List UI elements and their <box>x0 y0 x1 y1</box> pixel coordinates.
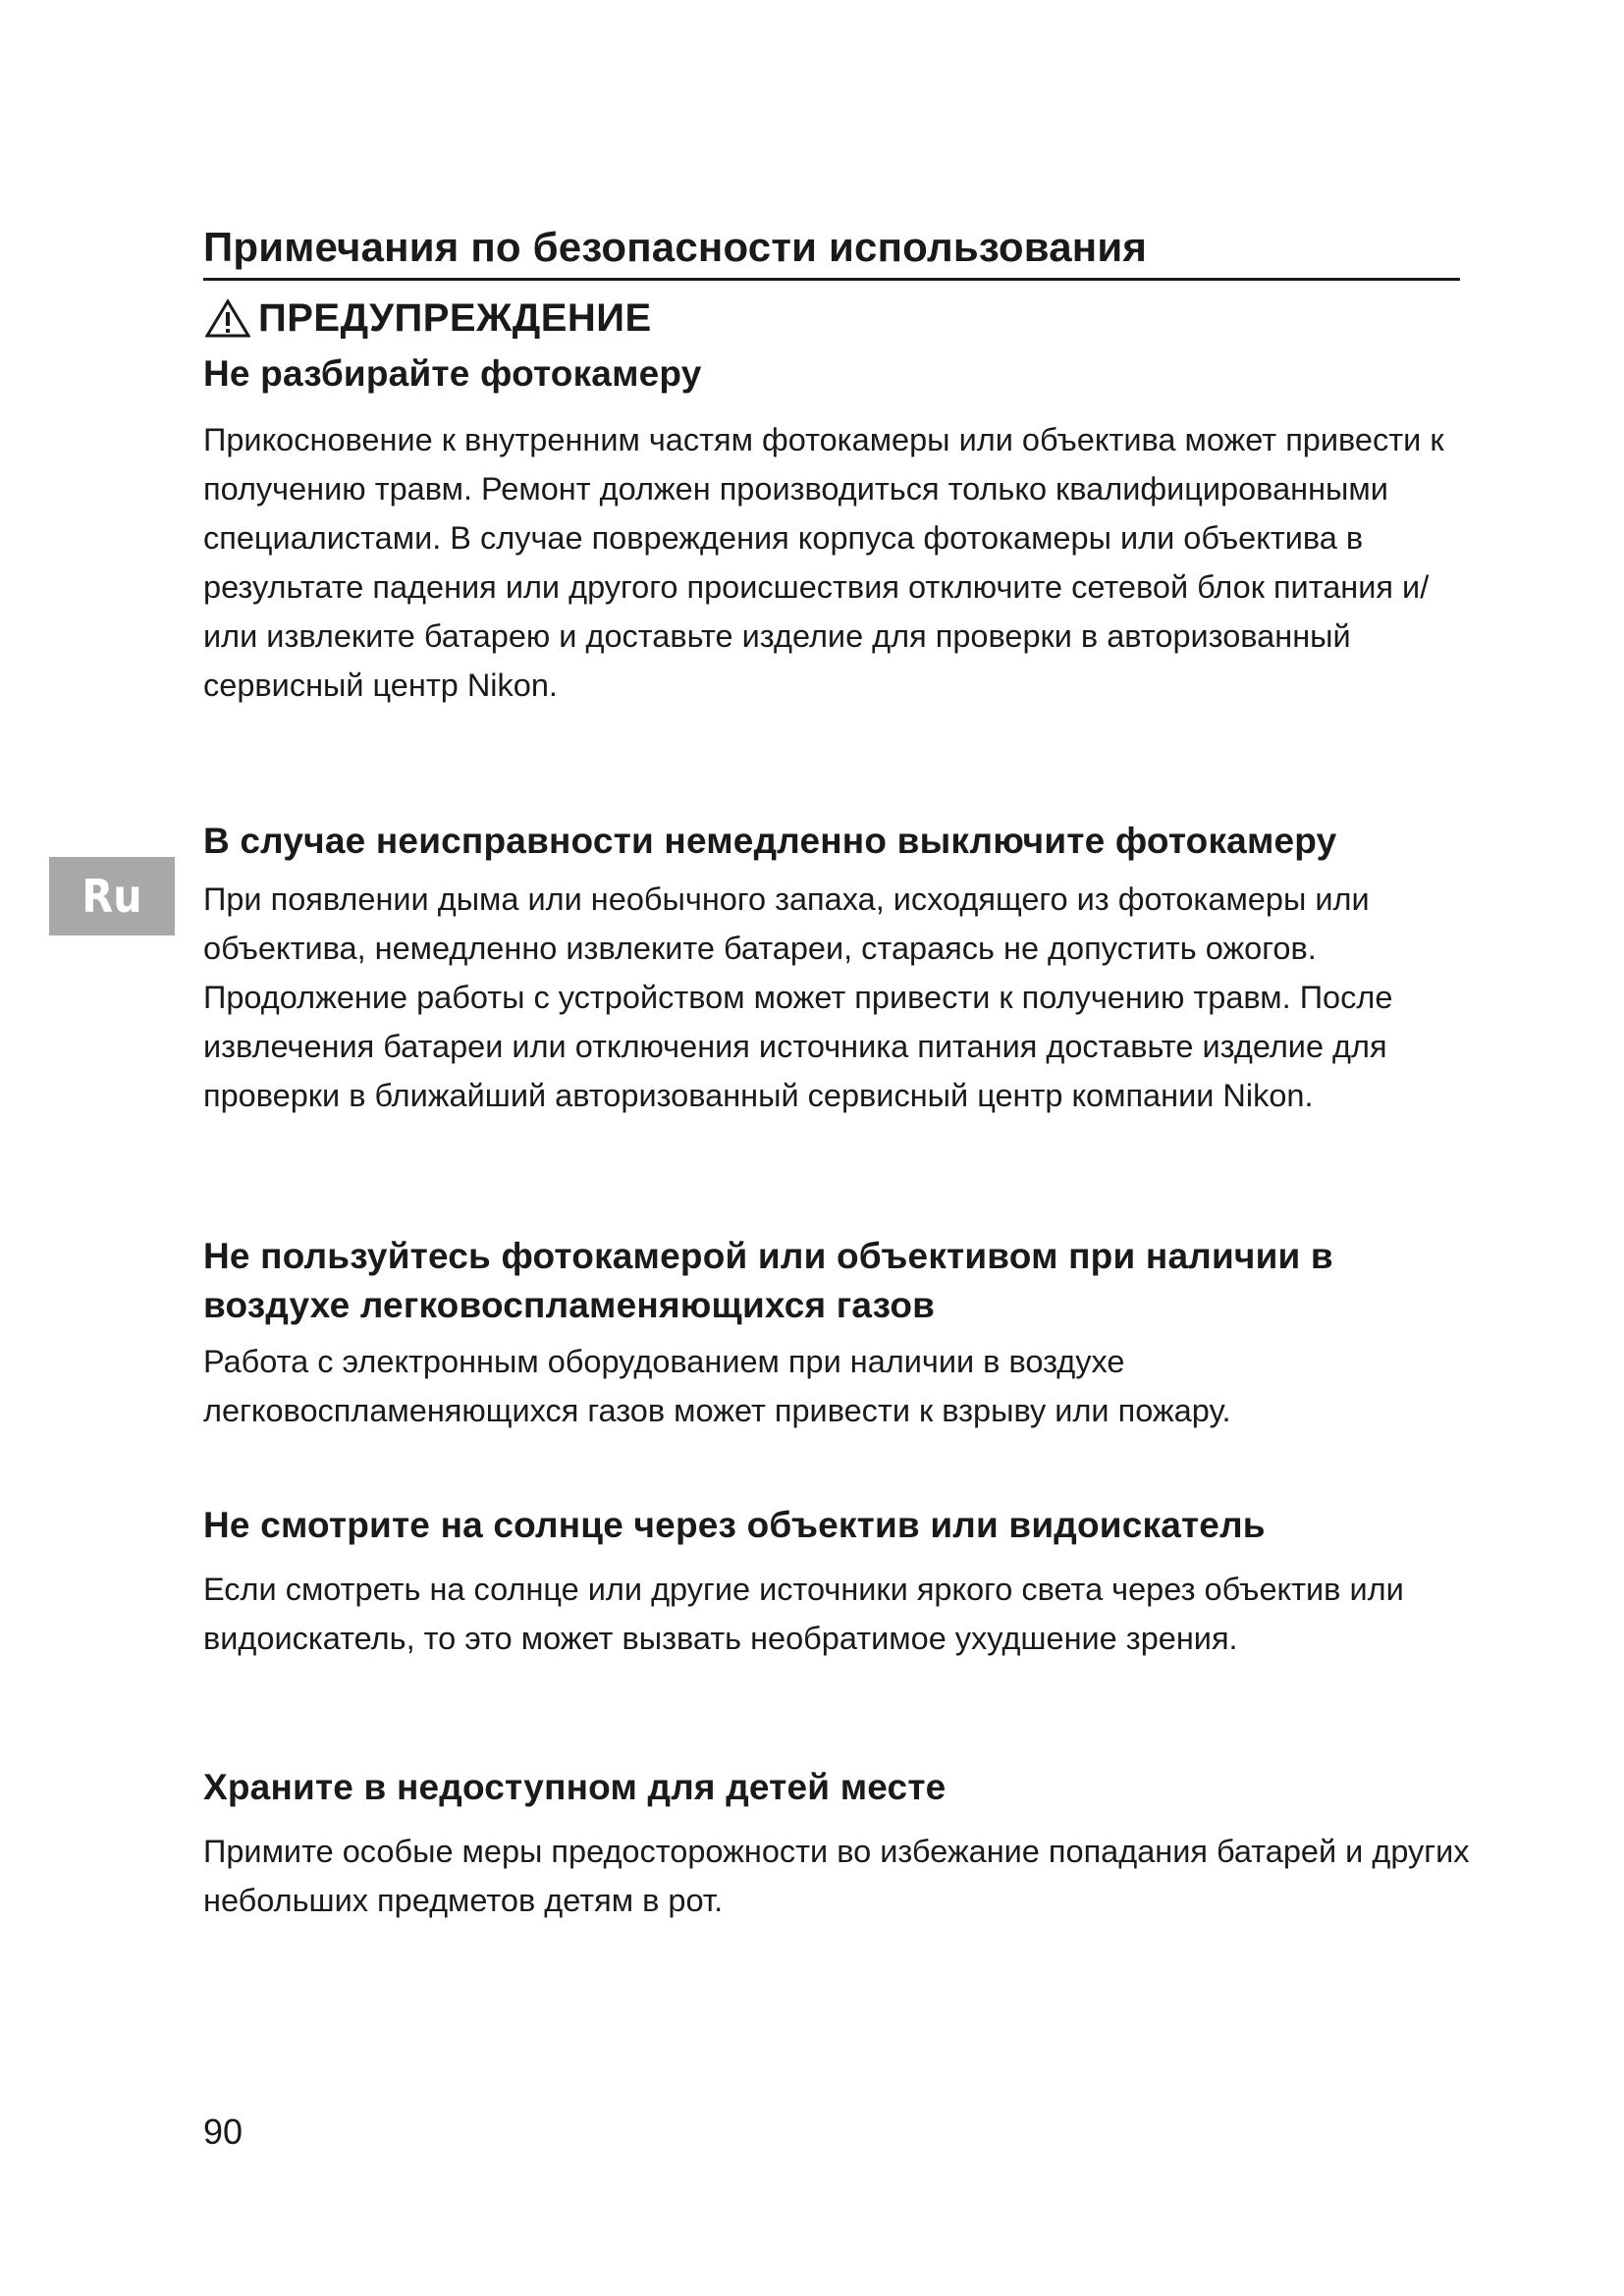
section-body: Если смотреть на солнце или другие источники яркого света через объектив или видоискатель, то это может вызвать необратимое ухудшение зрения. <box>203 1572 1404 1656</box>
section-heading: Не смотрите на солнце через объектив или видоискатель <box>203 1505 1266 1545</box>
warning-label: ПРЕДУПРЕЖДЕНИЕ <box>258 296 652 340</box>
warning-heading <box>205 293 652 344</box>
safety-section <box>203 817 1470 1120</box>
section-heading: Храните в недоступном для детей месте <box>203 1767 947 1807</box>
section-body: Примите особые меры предосторожности во избежание попадания батарей и других небольших предметов детям в рот. <box>203 1834 1470 1918</box>
page-title: Примечания по безопасности использования <box>203 224 1148 270</box>
warning-triangle-icon <box>205 298 250 338</box>
safety-section <box>203 349 1470 710</box>
section-heading: Не разбирайте фотокамеру <box>203 353 702 394</box>
safety-section <box>203 1232 1470 1435</box>
section-heading: Не пользуйтесь фотокамерой или объективом при наличии в воздухе легковоспламеняющихся газов <box>203 1236 1333 1325</box>
safety-section <box>203 1501 1470 1663</box>
title-divider <box>203 278 1460 281</box>
section-body: При появлении дыма или необычного запаха, исходящего из фотокамеры или объектива, немедленно извлеките батареи, стараясь не допустить ожогов. Продолжение работы с устройством может привести к получению травм. После извлечения батареи или отключения источника питания доставьте изделие для проверки в ближайший авторизованный сервисный центр компании Nikon. <box>203 881 1393 1113</box>
language-tab: Ru <box>49 857 175 935</box>
section-body: Прикосновение к внутренним частям фотокамеры или объектива может привести к получению травм. Ремонт должен производиться только квалифицированными специалистами. В случае повреждения корпуса фотокамеры или объектива в результате падения или другого происшествия отключите сетевой блок питания и/или извлеките батарею и доставьте изделие для проверки в авторизованный сервисный центр Nikon. <box>203 422 1444 703</box>
section-body: Работа с электронным оборудованием при наличии в воздухе легковоспламеняющихся газов может привести к взрыву или пожару. <box>203 1344 1231 1428</box>
page-number: 90 <box>203 2111 244 2152</box>
section-heading: В случае неисправности немедленно выключите фотокамеру <box>203 821 1337 861</box>
safety-section <box>203 1763 1470 1925</box>
